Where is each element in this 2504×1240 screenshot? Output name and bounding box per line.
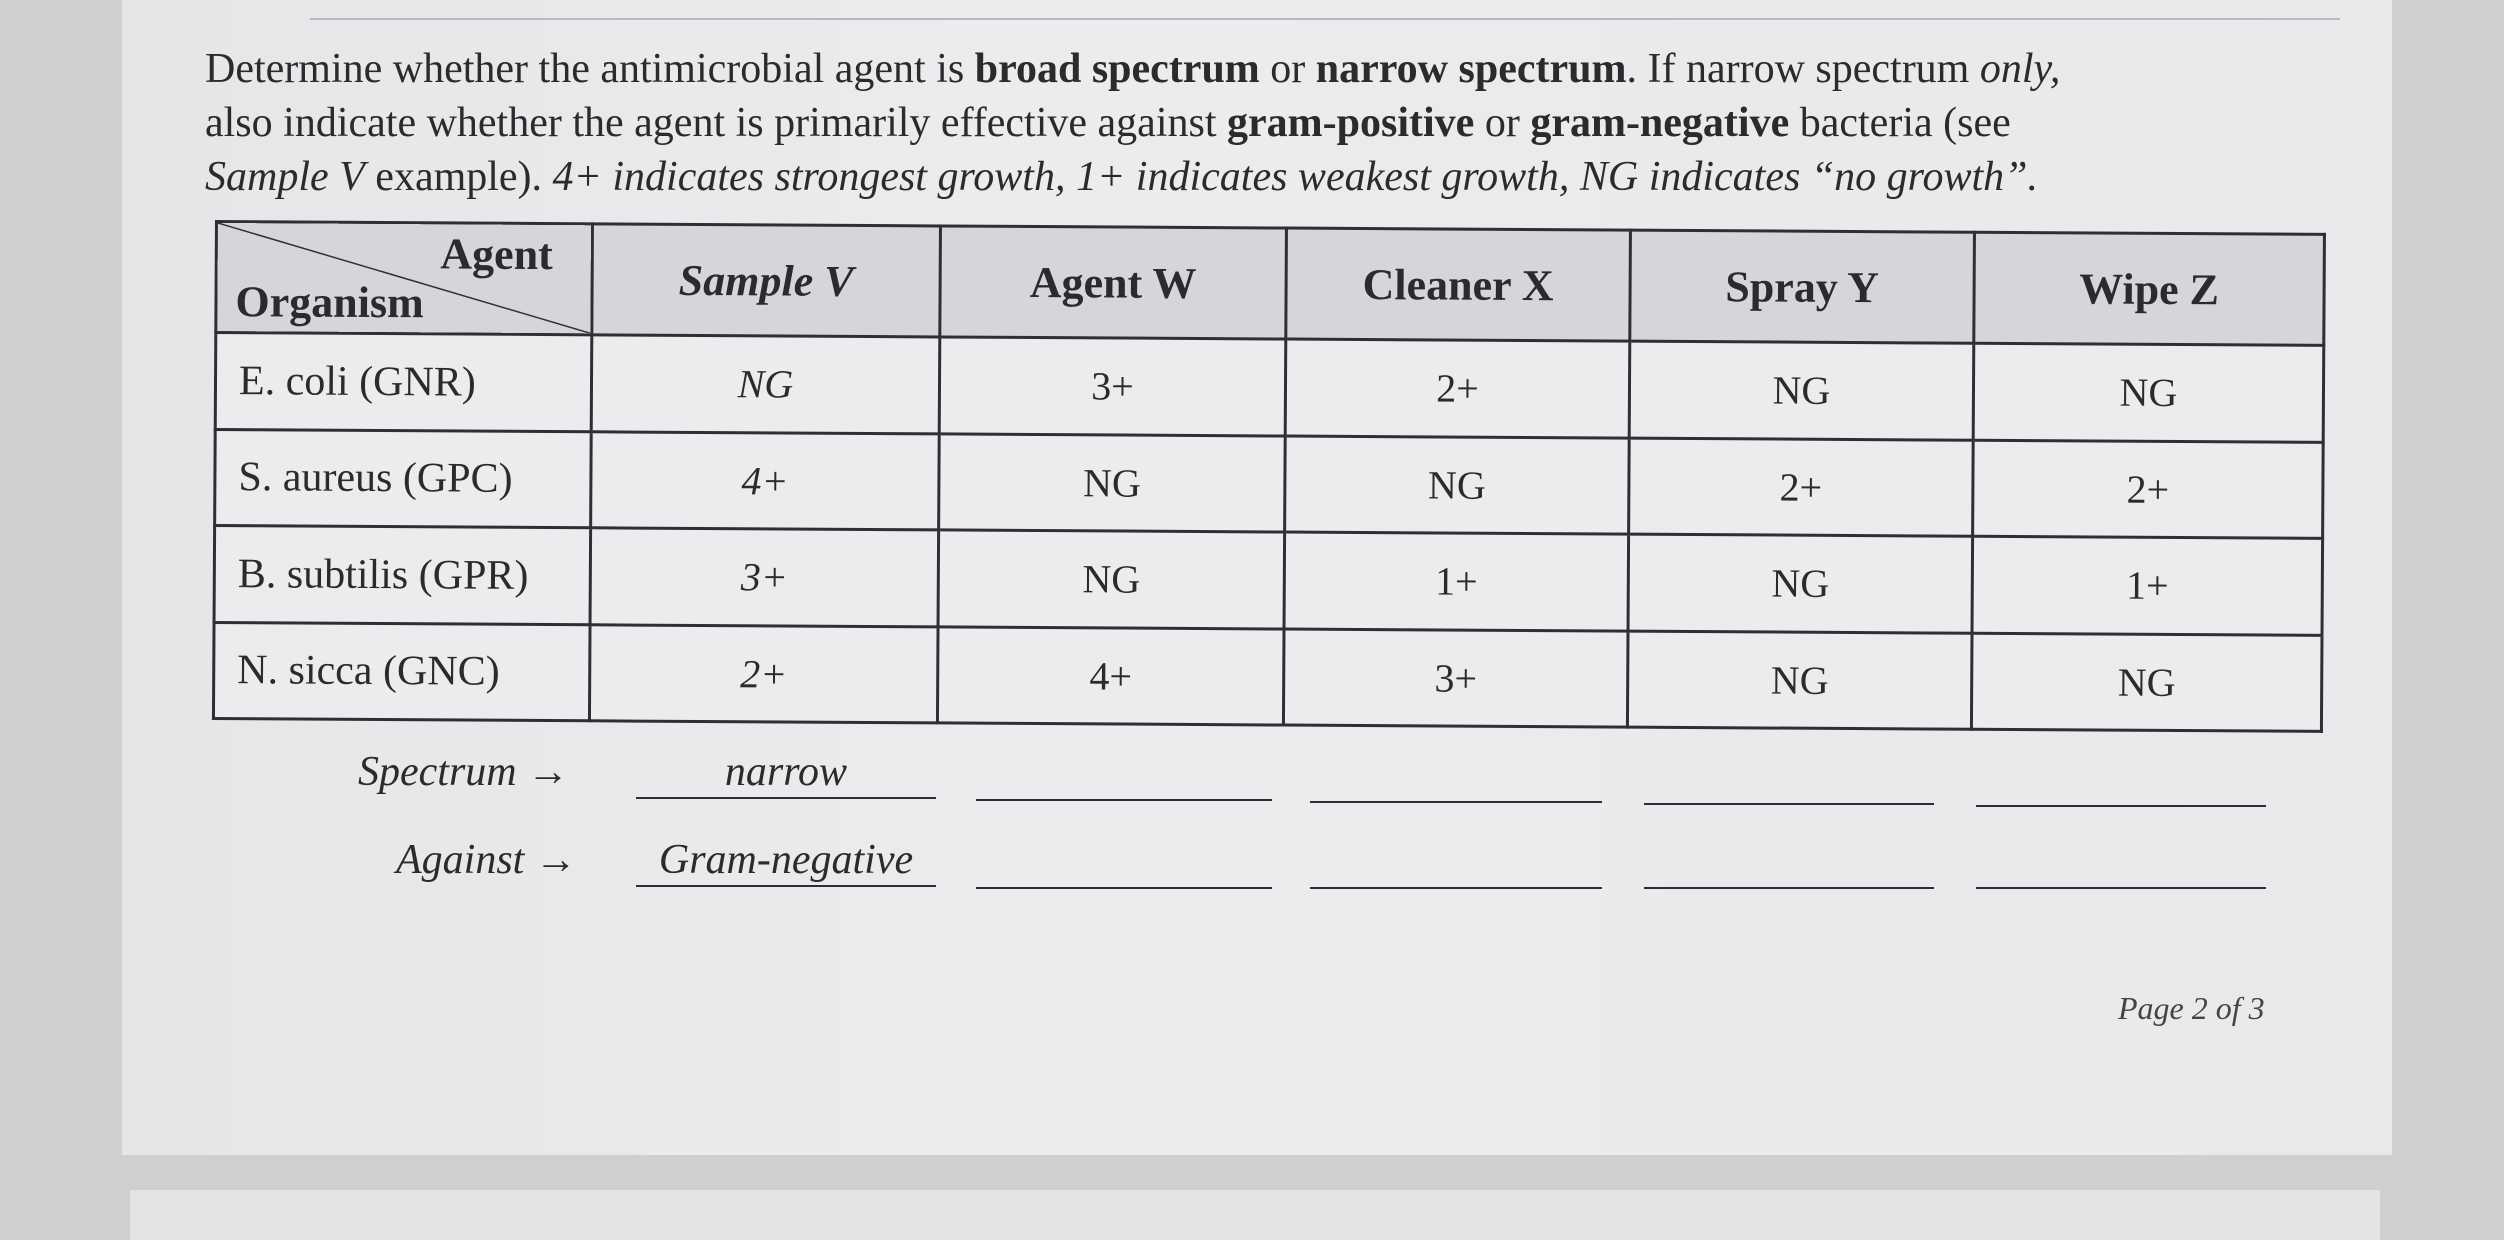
- growth-cell: 3+: [1283, 629, 1628, 728]
- narrow-spectrum-term: narrow spectrum: [1315, 46, 1627, 92]
- organism-cell: E. coli (GNR): [215, 333, 592, 432]
- only-emphasis: only,: [1979, 46, 2061, 92]
- header-agent-w: Agent W: [940, 226, 1287, 339]
- instruction-text: . If narrow spectrum: [1626, 46, 1980, 92]
- top-rule: [310, 18, 2340, 20]
- organism-cell: N. sicca (GNC): [213, 622, 590, 721]
- table-row: [214, 526, 2323, 635]
- spectrum-blank[interactable]: [1644, 803, 1934, 805]
- growth-cell: NG: [1971, 633, 2322, 732]
- growth-cell: NG: [1627, 631, 1972, 730]
- header-wipe-z: Wipe Z: [1974, 232, 2325, 345]
- next-page-edge: [130, 1190, 2380, 1240]
- table-row: [215, 429, 2324, 538]
- growth-cell: 4+: [591, 431, 940, 530]
- growth-cell: 2+: [1629, 438, 1974, 537]
- instruction-text: or: [1259, 46, 1316, 92]
- spectrum-blank[interactable]: [1976, 805, 2266, 807]
- growth-cell: 2+: [589, 624, 938, 723]
- against-blank[interactable]: [976, 887, 1272, 889]
- growth-cell: 2+: [1973, 440, 2324, 539]
- broad-spectrum-term: broad spectrum: [974, 46, 1260, 92]
- against-blank[interactable]: [1310, 887, 1602, 889]
- against-blank: [636, 885, 936, 887]
- corner-header: [216, 222, 593, 335]
- growth-cell: 2+: [1285, 339, 1630, 438]
- growth-cell: 3+: [939, 337, 1286, 436]
- organism-axis-label: Organism: [235, 277, 424, 328]
- growth-cell: NG: [1629, 341, 1974, 440]
- instruction-text: also indicate whether the agent is primarily effective against: [205, 100, 1228, 146]
- instruction-text: or: [1474, 100, 1531, 146]
- growth-cell: NG: [1285, 436, 1630, 535]
- growth-cell: 4+: [937, 626, 1284, 725]
- growth-cell: NG: [591, 335, 940, 434]
- instruction-text: Determine whether the antimicrobial agent is: [205, 46, 975, 92]
- table-row: [213, 622, 2322, 731]
- organism-cell: B. subtilis (GPR): [214, 526, 591, 625]
- growth-cell: NG: [938, 530, 1285, 629]
- instruction-line-1: [205, 42, 2365, 96]
- spectrum-row-label: Spectrum →: [358, 749, 570, 795]
- spectrum-answer-sample-v: narrow: [724, 749, 848, 795]
- header-sample-v: Sample V: [592, 224, 941, 337]
- instruction-text: example).: [364, 154, 553, 200]
- growth-table: [212, 220, 2326, 733]
- against-blank[interactable]: [1644, 887, 1934, 889]
- growth-cell: NG: [1628, 534, 1973, 633]
- instruction-text: bacteria (see: [1789, 100, 2011, 146]
- sample-v-ref: Sample V: [205, 154, 365, 200]
- against-row-label: Against →: [396, 837, 577, 883]
- instructions: [205, 42, 2365, 204]
- growth-cell: NG: [1973, 343, 2324, 442]
- agent-axis-label: Agent: [440, 229, 553, 280]
- instruction-line-3: [205, 150, 2365, 204]
- growth-cell: 1+: [1284, 532, 1629, 631]
- header-spray-y: Spray Y: [1630, 230, 1975, 343]
- organism-cell: S. aureus (GPC): [215, 429, 592, 528]
- against-blank[interactable]: [1976, 887, 2266, 889]
- table-row: [215, 333, 2324, 442]
- instruction-line-2: [205, 96, 2365, 150]
- header-row: [216, 222, 2325, 346]
- growth-legend: 4+ indicates strongest growth, 1+ indicates weakest growth, NG indicates “no growth”.: [552, 154, 2039, 200]
- against-answer-sample-v: Gram-negative: [658, 837, 914, 883]
- header-cleaner-x: Cleaner X: [1286, 228, 1631, 341]
- spectrum-blank[interactable]: [1310, 801, 1602, 803]
- growth-cell: 1+: [1972, 536, 2323, 635]
- spectrum-blank[interactable]: [976, 799, 1272, 801]
- spectrum-blank: [636, 797, 936, 799]
- growth-cell: NG: [939, 433, 1286, 532]
- growth-cell: 3+: [590, 528, 939, 627]
- page-number: Page 2 of 3: [2118, 990, 2265, 1026]
- gram-positive-term: gram-positive: [1227, 100, 1475, 146]
- gram-negative-term: gram-negative: [1530, 100, 1790, 146]
